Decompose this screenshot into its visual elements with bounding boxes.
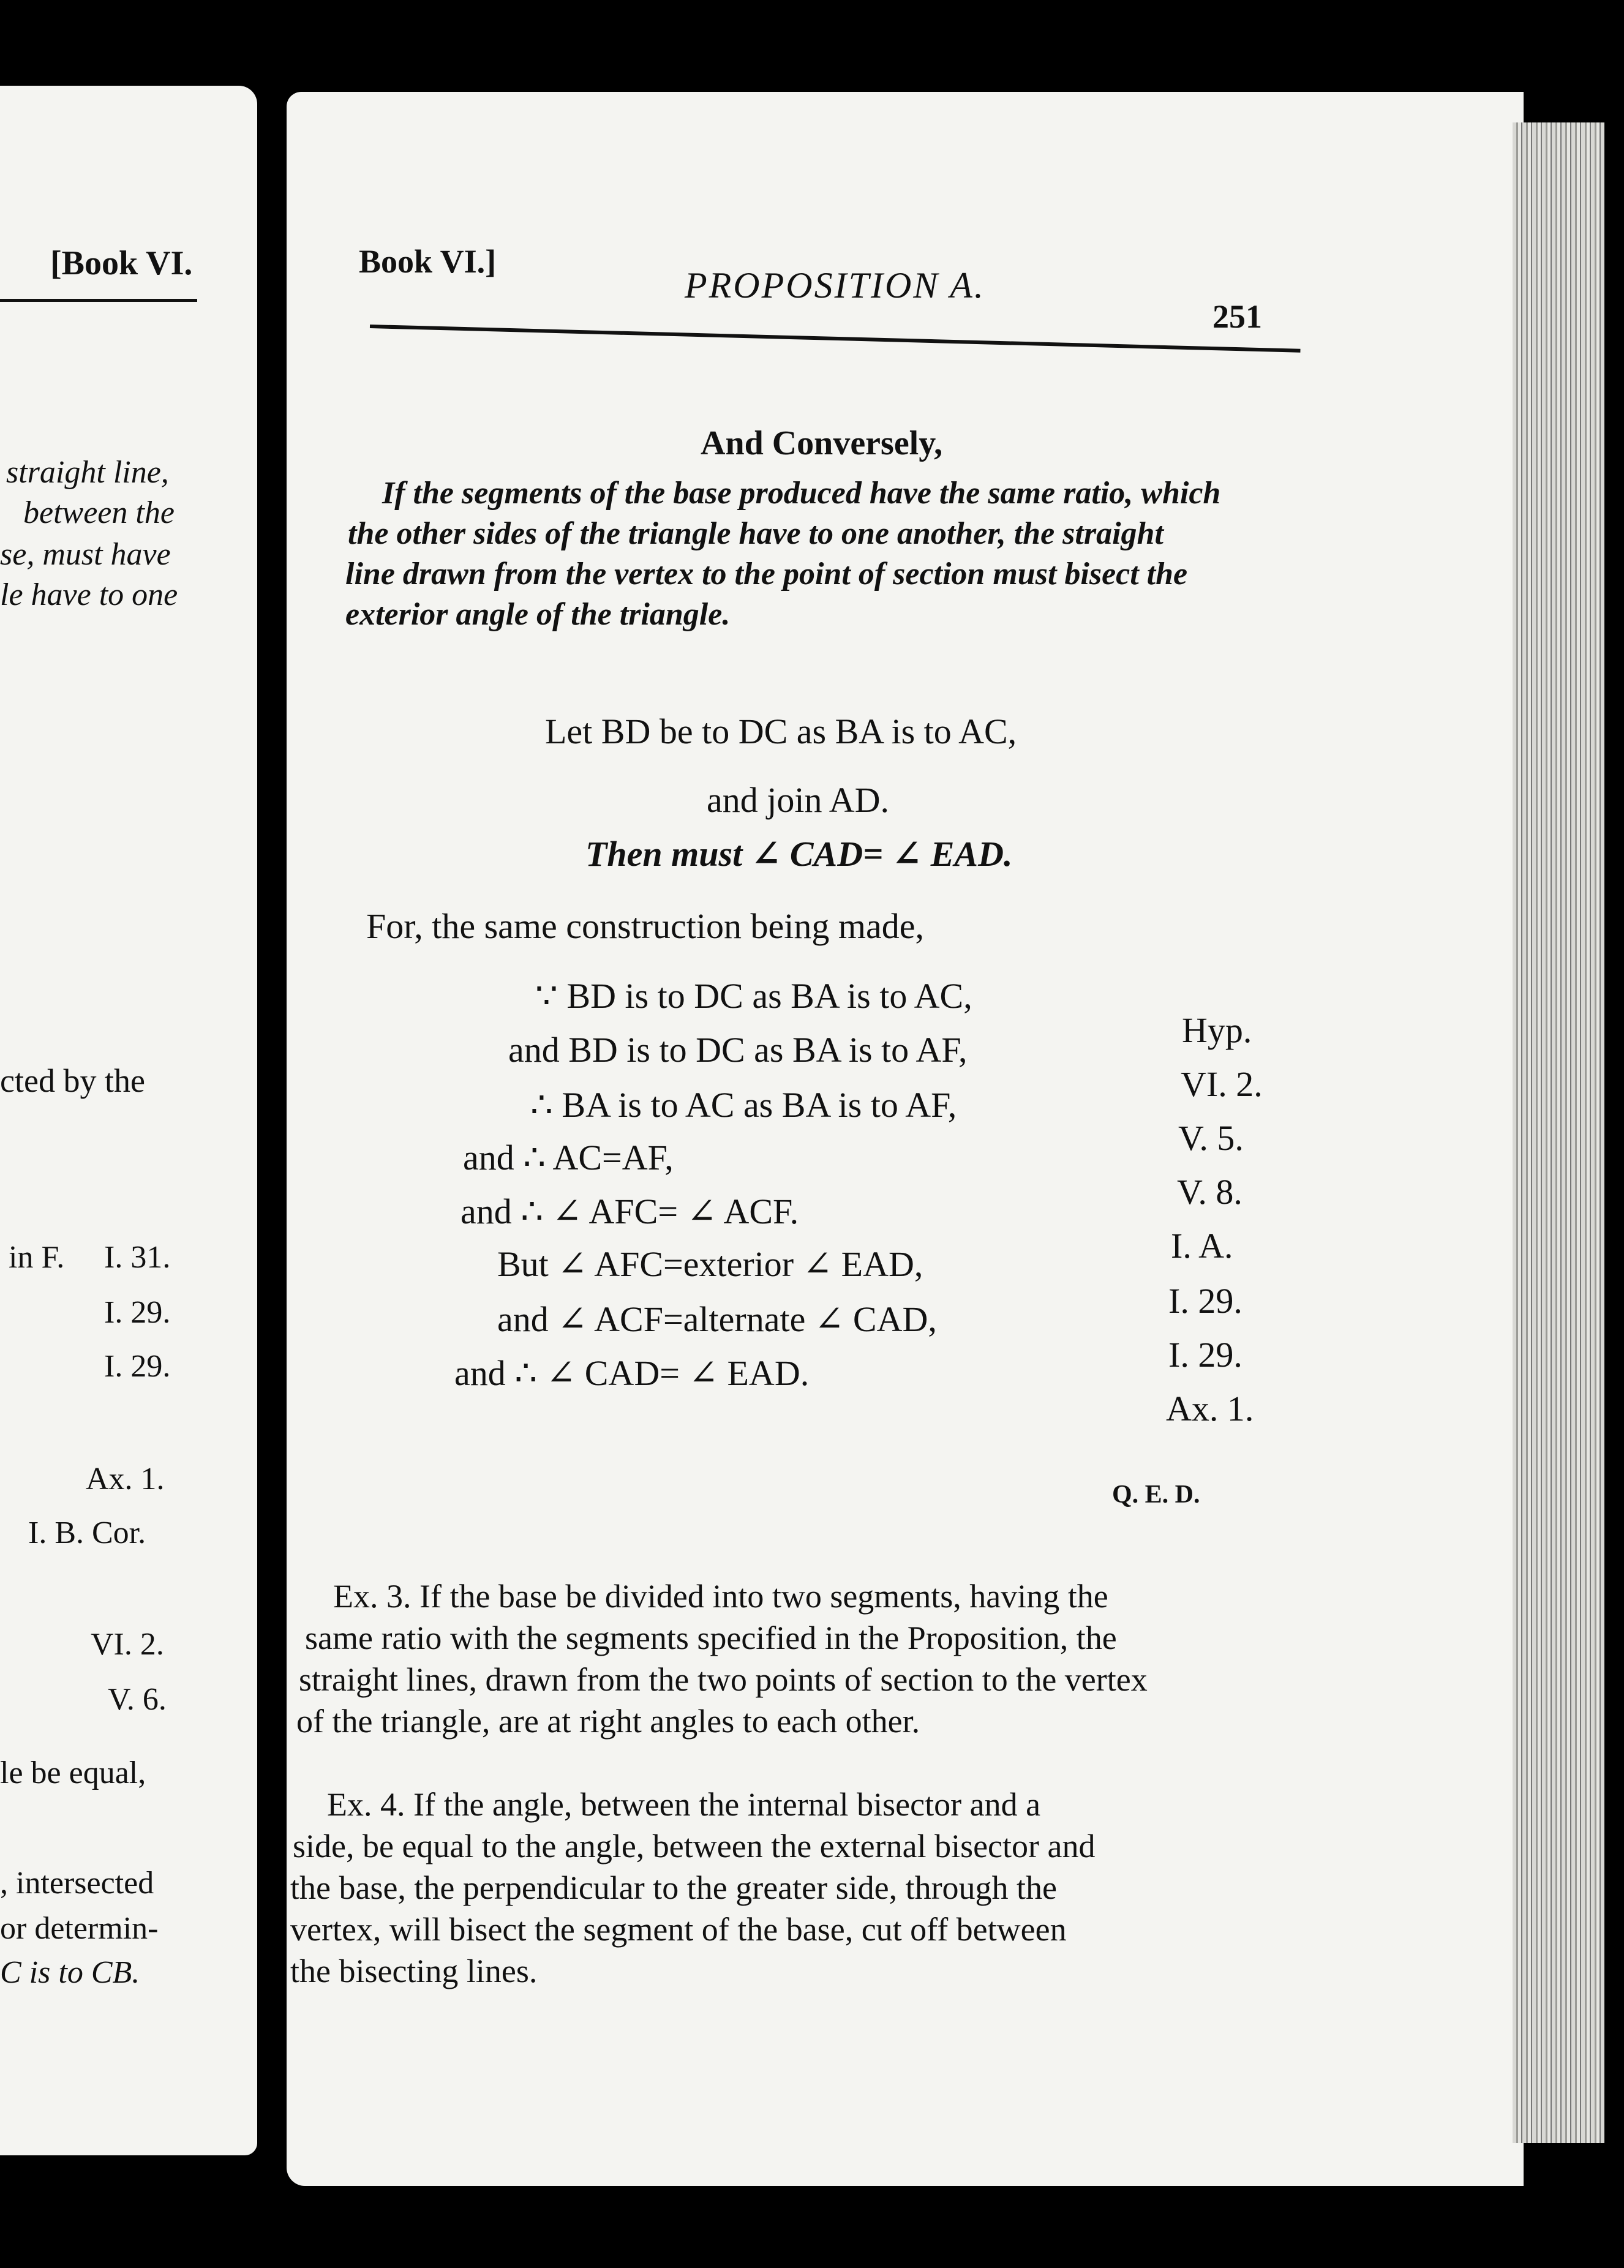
left-line: C is to CB. (0, 1955, 140, 1990)
exercise-4-line: vertex, will bisect the segment of the base, cut off between (290, 1911, 1067, 1948)
exercise-4-line: the base, the perpendicular to the greater side, through the (290, 1869, 1058, 1906)
proof-reference: VI. 2. (1181, 1064, 1263, 1104)
exercise-3-line: same ratio with the segments specified in the Proposition, the (305, 1620, 1117, 1656)
qed: Q. E. D. (1112, 1481, 1200, 1509)
proof-reference: I. 29. (1168, 1335, 1242, 1375)
exercise-4-line: side, be equal to the angle, between the external bisector and (293, 1828, 1096, 1864)
proof-reference: I. A. (1171, 1226, 1233, 1266)
proof-reference: V. 5. (1178, 1118, 1244, 1158)
exercise-4-line: the bisecting lines. (290, 1953, 538, 1989)
left-line: le be equal, (0, 1755, 146, 1790)
left-line: or determin- (0, 1911, 159, 1946)
left-header-rule (0, 299, 197, 302)
left-line: le have to one (0, 577, 178, 612)
setup-let: Let BD be to DC as BA is to AC, (545, 712, 1017, 751)
left-line: cted by the (0, 1062, 145, 1099)
book-header: Book VI.] (359, 243, 497, 280)
exercise-3-line: Ex. 3. If the base be divided into two segments, having the (333, 1578, 1108, 1615)
enunciation-line: exterior angle of the triangle. (345, 597, 731, 632)
page-title: PROPOSITION A. (685, 265, 985, 306)
left-line: I. B. Cor. (28, 1515, 146, 1550)
proof-step: and ∴ ∠ CAD= ∠ EAD. (454, 1353, 810, 1393)
proof-step: But ∠ AFC=exterior ∠ EAD, (497, 1244, 923, 1284)
proof-step: and ∴ AC=AF, (463, 1138, 674, 1177)
proof-reference: Ax. 1. (1166, 1389, 1254, 1429)
proof-step: ∴ BA is to AC as BA is to AF, (530, 1085, 957, 1125)
left-line: VI. 2. (91, 1627, 164, 1662)
left-line: in F. (9, 1240, 65, 1275)
proof-step: and ∠ ACF=alternate ∠ CAD, (497, 1299, 937, 1339)
left-line: Ax. 1. (86, 1462, 165, 1496)
exercise-4-line: Ex. 4. If the angle, between the internal bisector and a (327, 1786, 1041, 1823)
left-line: V. 6. (108, 1682, 167, 1717)
proof-step: and ∴ ∠ AFC= ∠ ACF. (461, 1192, 799, 1231)
enunciation-line: the other sides of the triangle have to one another, the straight (348, 516, 1163, 551)
left-line: I. 29. (104, 1349, 171, 1384)
left-page-header: [Book VI. (50, 244, 193, 282)
exercise-3-line: of the triangle, are at right angles to each other. (296, 1703, 920, 1740)
page-stack-edge (1513, 122, 1604, 2143)
left-line: straight line, (6, 455, 169, 490)
left-page (0, 86, 257, 2155)
proof-reference: I. 29. (1168, 1281, 1242, 1321)
left-line: , intersected (0, 1866, 154, 1901)
enunciation-line: If the segments of the base produced have the same ratio, which (382, 476, 1221, 511)
proof-step: ∵ BD is to DC as BA is to AC, (535, 976, 972, 1016)
proof-reference: Hyp. (1182, 1010, 1252, 1050)
converse-heading: And Conversely, (701, 424, 943, 462)
left-line: I. 31. (104, 1240, 171, 1275)
enunciation-line: line drawn from the vertex to the point of section must bisect the (345, 557, 1188, 591)
left-line: between the (23, 495, 175, 530)
proof-reference: V. 8. (1177, 1172, 1242, 1212)
exercise-3-line: straight lines, drawn from the two points of section to the vertex (299, 1661, 1148, 1698)
left-line: se, must have (0, 537, 171, 572)
proof-step: and BD is to DC as BA is to AF, (508, 1030, 968, 1070)
proof-intro: For, the same construction being made, (366, 906, 924, 946)
setup-join: and join AD. (707, 780, 890, 820)
setup-then: Then must ∠ CAD= ∠ EAD. (585, 834, 1013, 874)
page-number: 251 (1212, 298, 1262, 335)
left-line: I. 29. (104, 1295, 171, 1330)
